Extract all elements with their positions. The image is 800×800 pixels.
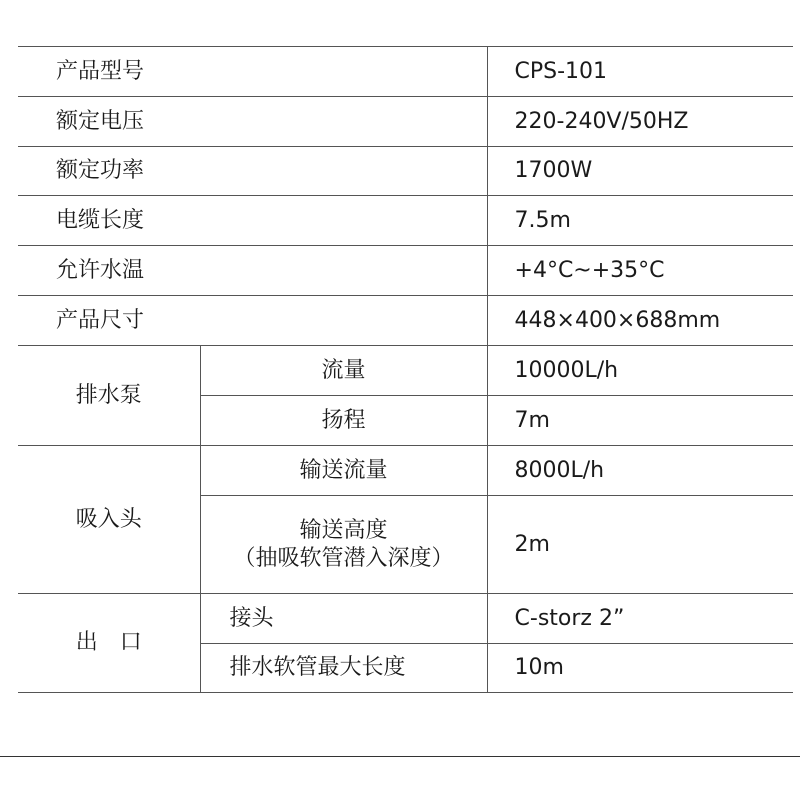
table-row	[18, 346, 793, 396]
row-value: 10000L/h	[487, 346, 793, 396]
sub-label: 接头	[200, 594, 487, 644]
sub-label: 输送流量	[200, 446, 487, 496]
sub-label: 排水软管最大长度	[200, 644, 487, 693]
table-row	[18, 446, 793, 496]
row-value: 220-240V/50HZ	[487, 97, 793, 147]
group-label-pump: 排水泵	[18, 346, 200, 446]
table-row	[18, 47, 793, 97]
row-value: 1700W	[487, 147, 793, 196]
row-label: 额定电压	[18, 97, 487, 147]
table-row	[18, 246, 793, 296]
divider	[0, 756, 800, 757]
spec-table	[18, 46, 793, 693]
table-row	[18, 196, 793, 246]
row-value: +4°C~+35°C	[487, 246, 793, 296]
row-value: 448×400×688mm	[487, 296, 793, 346]
sub-label-line: 输送高度	[299, 518, 388, 543]
row-value: CPS-101	[487, 47, 793, 97]
table-row	[18, 594, 793, 644]
row-label: 额定功率	[18, 147, 487, 196]
table-row	[18, 147, 793, 196]
row-label: 产品尺寸	[18, 296, 487, 346]
row-label: 产品型号	[18, 47, 487, 97]
sub-label	[200, 496, 487, 594]
group-label-suction: 吸入头	[18, 446, 200, 594]
sub-label: 扬程	[200, 396, 487, 446]
row-value: 8000L/h	[487, 446, 793, 496]
group-label-outlet: 出 口	[18, 594, 200, 693]
row-value: 2m	[487, 496, 793, 594]
sub-label-note: （抽吸软管潜入深度）	[233, 545, 454, 571]
row-value: 7.5m	[487, 196, 793, 246]
row-value: 10m	[487, 644, 793, 693]
row-value: 7m	[487, 396, 793, 446]
row-value: C-storz 2”	[487, 594, 793, 644]
table-row	[18, 97, 793, 147]
table-row	[18, 296, 793, 346]
sub-label: 流量	[200, 346, 487, 396]
row-label: 允许水温	[18, 246, 487, 296]
row-label: 电缆长度	[18, 196, 487, 246]
